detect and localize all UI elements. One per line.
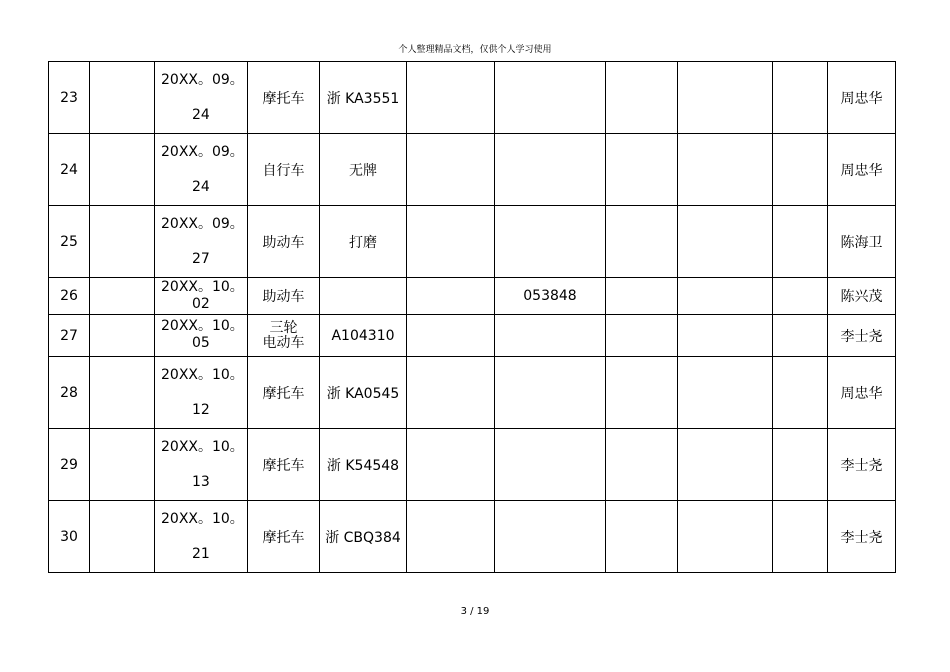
blank-cell — [678, 206, 773, 278]
date-cell — [155, 62, 248, 134]
date-day: 21 — [192, 546, 210, 562]
records-table — [48, 61, 896, 573]
blank-cell — [773, 501, 828, 573]
code-cell — [495, 206, 606, 278]
officer-name: 李士尧 — [828, 501, 896, 573]
blank-cell — [678, 278, 773, 315]
plate-number: 浙 K54548 — [320, 429, 407, 501]
row-number: 24 — [49, 134, 90, 206]
plate-number: 浙 KA0545 — [320, 357, 407, 429]
table-row — [49, 134, 896, 206]
vehicle-type — [248, 315, 320, 357]
blank-cell — [773, 278, 828, 315]
blank-cell — [90, 134, 155, 206]
plate-number: 打磨 — [320, 206, 407, 278]
row-number: 26 — [49, 278, 90, 315]
row-number: 28 — [49, 357, 90, 429]
blank-cell — [606, 134, 678, 206]
blank-cell — [678, 315, 773, 357]
blank-cell — [407, 501, 495, 573]
vehicle-type: 摩托车 — [248, 357, 320, 429]
table-row — [49, 315, 896, 357]
code-cell — [495, 62, 606, 134]
officer-name: 李士尧 — [828, 315, 896, 357]
blank-cell — [773, 134, 828, 206]
date-year-month: 20XX。09。 — [161, 72, 244, 88]
date-day: 02 — [192, 296, 210, 312]
blank-cell — [407, 62, 495, 134]
blank-cell — [407, 429, 495, 501]
row-number: 27 — [49, 315, 90, 357]
blank-cell — [606, 206, 678, 278]
row-number: 23 — [49, 62, 90, 134]
date-day: 05 — [192, 335, 210, 351]
vehicle-type: 自行车 — [248, 134, 320, 206]
vehicle-type: 助动车 — [248, 206, 320, 278]
blank-cell — [90, 357, 155, 429]
blank-cell — [407, 278, 495, 315]
blank-cell — [606, 62, 678, 134]
page-header: 个人整理精品文档，仅供个人学习使用 — [398, 45, 552, 55]
table-row — [49, 429, 896, 501]
row-number: 30 — [49, 501, 90, 573]
date-cell — [155, 357, 248, 429]
blank-cell — [678, 501, 773, 573]
vehicle-type: 助动车 — [248, 278, 320, 315]
plate-number: 浙 KA3551 — [320, 62, 407, 134]
officer-name: 李士尧 — [828, 429, 896, 501]
blank-cell — [90, 62, 155, 134]
date-day: 13 — [192, 474, 210, 490]
blank-cell — [407, 315, 495, 357]
officer-name: 陈海卫 — [828, 206, 896, 278]
blank-cell — [606, 501, 678, 573]
blank-cell — [606, 429, 678, 501]
blank-cell — [90, 501, 155, 573]
plate-number: A104310 — [320, 315, 407, 357]
date-day: 24 — [192, 179, 210, 195]
code-cell — [495, 315, 606, 357]
plate-number: 无牌 — [320, 134, 407, 206]
blank-cell — [407, 357, 495, 429]
blank-cell — [90, 278, 155, 315]
blank-cell — [678, 357, 773, 429]
blank-cell — [773, 206, 828, 278]
row-number: 29 — [49, 429, 90, 501]
vehicle-type-line1: 三轮 — [269, 319, 298, 336]
code-cell — [495, 429, 606, 501]
date-year-month: 20XX。10。 — [161, 279, 244, 295]
blank-cell — [407, 206, 495, 278]
code-cell — [495, 501, 606, 573]
officer-name: 陈兴茂 — [828, 278, 896, 315]
code-cell — [495, 134, 606, 206]
blank-cell — [90, 315, 155, 357]
blank-cell — [606, 357, 678, 429]
blank-cell — [773, 62, 828, 134]
vehicle-type: 摩托车 — [248, 429, 320, 501]
date-cell — [155, 134, 248, 206]
vehicle-type: 摩托车 — [248, 62, 320, 134]
date-day: 12 — [192, 402, 210, 418]
blank-cell — [90, 429, 155, 501]
date-year-month: 20XX。10。 — [161, 439, 244, 455]
blank-cell — [90, 206, 155, 278]
code-cell: 053848 — [495, 278, 606, 315]
blank-cell — [407, 134, 495, 206]
date-cell — [155, 315, 248, 357]
page-number: 3 / 19 — [460, 606, 490, 617]
date-cell — [155, 501, 248, 573]
table-row — [49, 357, 896, 429]
table-row — [49, 206, 896, 278]
blank-cell — [678, 429, 773, 501]
plate-number — [320, 278, 407, 315]
date-year-month: 20XX。09。 — [161, 216, 244, 232]
officer-name: 周忠华 — [828, 357, 896, 429]
date-cell — [155, 429, 248, 501]
date-year-month: 20XX。10。 — [161, 367, 244, 383]
date-cell — [155, 206, 248, 278]
plate-number: 浙 CBQ384 — [320, 501, 407, 573]
vehicle-type-line2: 电动车 — [262, 334, 305, 351]
vehicle-type: 摩托车 — [248, 501, 320, 573]
table-row — [49, 278, 896, 315]
date-cell — [155, 278, 248, 315]
blank-cell — [773, 429, 828, 501]
blank-cell — [606, 278, 678, 315]
blank-cell — [678, 134, 773, 206]
table-row — [49, 62, 896, 134]
blank-cell — [678, 62, 773, 134]
blank-cell — [773, 357, 828, 429]
table-row — [49, 501, 896, 573]
date-year-month: 20XX。10。 — [161, 318, 244, 334]
officer-name: 周忠华 — [828, 62, 896, 134]
row-number: 25 — [49, 206, 90, 278]
blank-cell — [606, 315, 678, 357]
blank-cell — [773, 315, 828, 357]
officer-name: 周忠华 — [828, 134, 896, 206]
date-year-month: 20XX。09。 — [161, 144, 244, 160]
date-day: 27 — [192, 251, 210, 267]
code-cell — [495, 357, 606, 429]
date-day: 24 — [192, 107, 210, 123]
date-year-month: 20XX。10。 — [161, 511, 244, 527]
